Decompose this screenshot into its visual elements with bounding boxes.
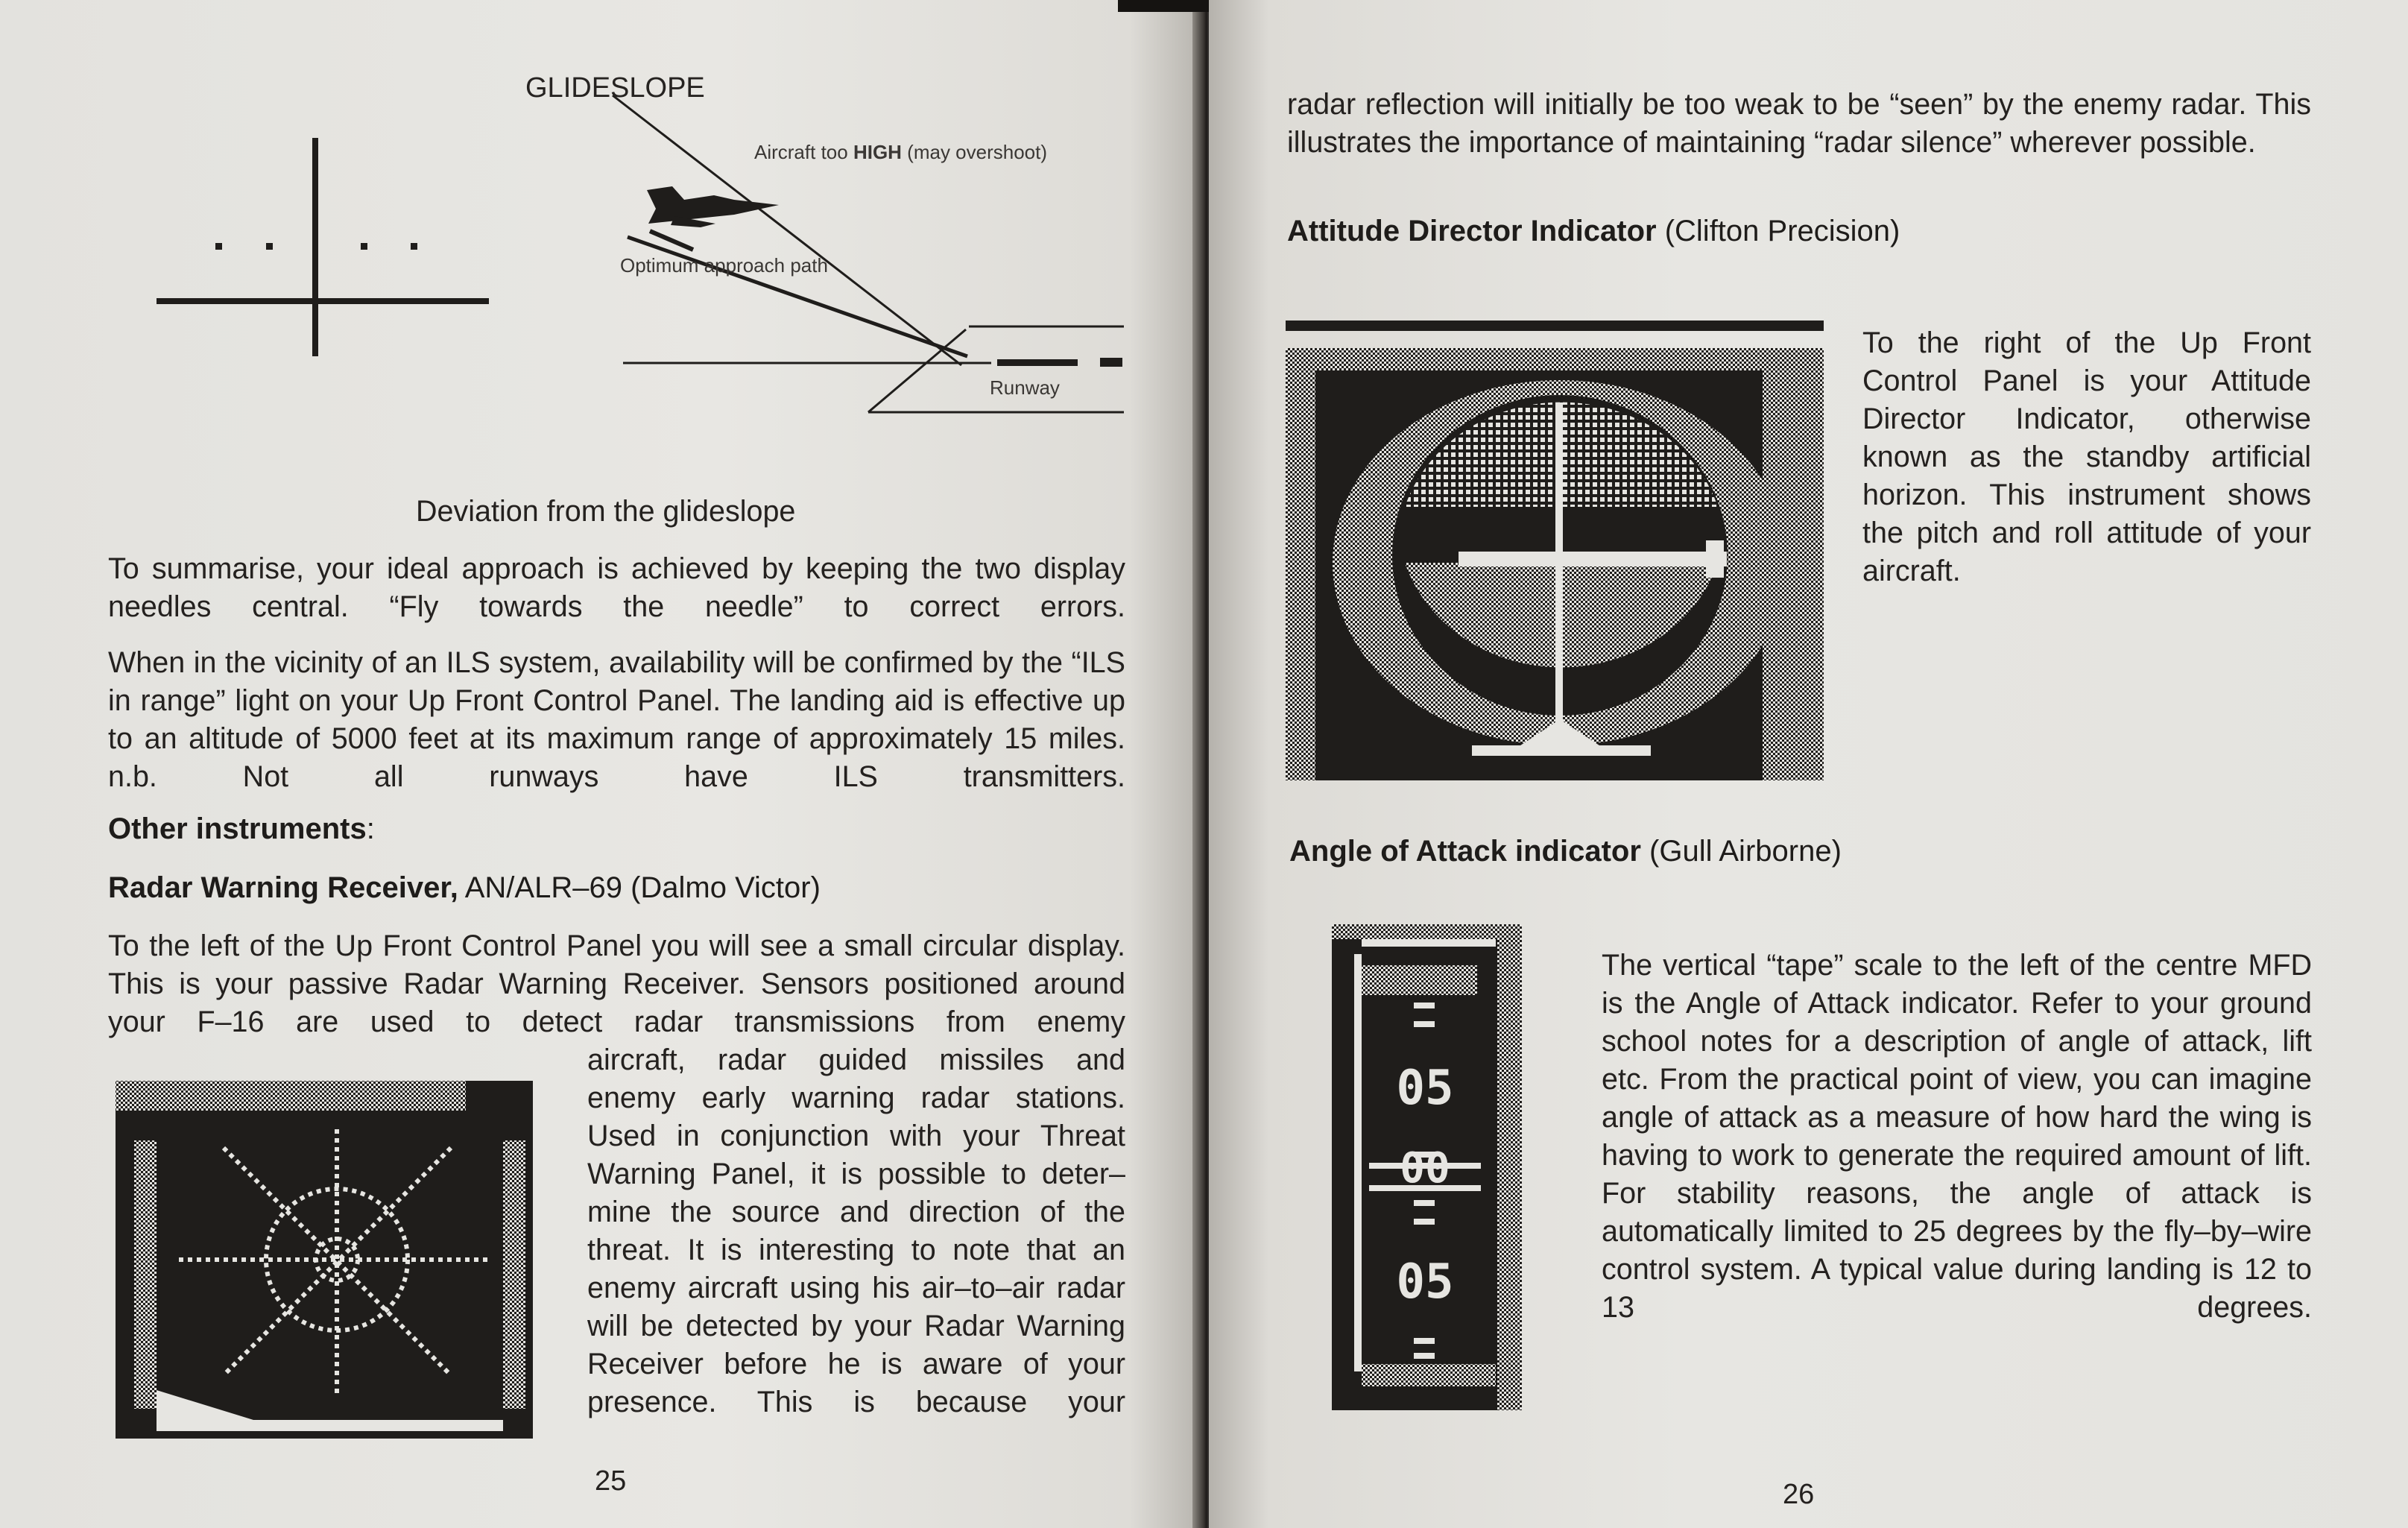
paragraph-ils: When in the vicinity of an ILS system, availability will be confirmed by the “ILS in range” light on your Up Front Control Panel. The landing aid is effective up to an altitude of 5000 feet at its maximum range of approximately 15 miles. n.b. Not all runways have ILS transmitters. [108,646,1125,793]
paragraph-adi: To the right of the Up Front Control Panel is your Attitude Director Indicator, otherwise known as the standby artificial horizon. This instrument shows the pitch and roll attitude of your aircraft. [1862,326,2311,587]
label-runway: Runway [990,376,1060,399]
paragraph-angle-of-attack: The vertical “tape” scale to the left of the centre MFD is the Angle of Attack indicator. Refer to your ground school notes for a description of angle of attack, lift etc. From the practical point of view, you can imagine angle of attack as a measure of how hard the wing is having to work to generate the required amount of lift. For stability reasons, the angle of attack is automatically limited to 25 degrees by the fly–by–wire control system. A typical value during landing is 12 to 13 degrees. [1602,949,2312,1324]
glideslope-diagram [0,0,1201,462]
label-optimum-path: Optimum approach path [620,254,828,277]
page-number-25: 25 [595,1465,627,1497]
angle-of-attack-tape-display [1332,924,1522,1410]
glideslope-title: GLIDESLOPE [525,72,705,104]
radar-warning-receiver-display [112,1077,537,1442]
page-number-26: 26 [1783,1479,1815,1510]
paragraph-rwr-intro: To the left of the Up Front Control Panel you will see a small circular display. This is your passive Radar Warning Receiver. Sensors positioned around your F–16 are used to detect radar transmissions from enemy [108,929,1125,1038]
aoa-tape-center-value: 00 [1400,1144,1450,1193]
right-page [1209,0,2408,1528]
heading-radar-warning-receiver: Radar Warning Receiver, AN/ALR–69 (Dalmo Victor) [108,871,821,904]
attitude-director-indicator-display [1286,317,1826,783]
left-page [0,0,1201,1528]
aoa-tape-upper-value: 05 [1396,1061,1454,1116]
ils-needle-display [157,138,489,356]
paragraph-radar-reflection: radar reflection will initially be too weak to be “seen” by the enemy radar. This illustrates the importance of maintaining “radar silence” wherever possible. [1287,88,2311,159]
paragraph-summarise: To summarise, your ideal approach is achieved by keeping the two display needles central. “Fly towards the needle” to correct errors. [108,552,1125,623]
aoa-tape-lower-value: 05 [1396,1254,1454,1310]
heading-other-instruments: Other instruments: [108,812,375,845]
heading-angle-of-attack: Angle of Attack indicator (Gull Airborne) [1289,835,1842,868]
aircraft-silhouette [647,186,779,250]
label-too-high: Aircraft too HIGH (may overshoot) [754,141,1048,163]
heading-attitude-director-indicator: Attitude Director Indicator (Clifton Precision) [1287,215,1900,247]
diagram-caption: Deviation from the glideslope [416,495,796,528]
paragraph-rwr-wrap: aircraft, radar guided missiles and enemy early warning radar stations. Used in conjunction with your Threat Warning Panel, it is possible to deter– mine the source and direction of the threat. It is interesting to note that an enemy aircraft using his air–to–air radar will be detected by your Radar Warning Receiver before he is aware of your presence. This is because your [587,1044,1125,1418]
